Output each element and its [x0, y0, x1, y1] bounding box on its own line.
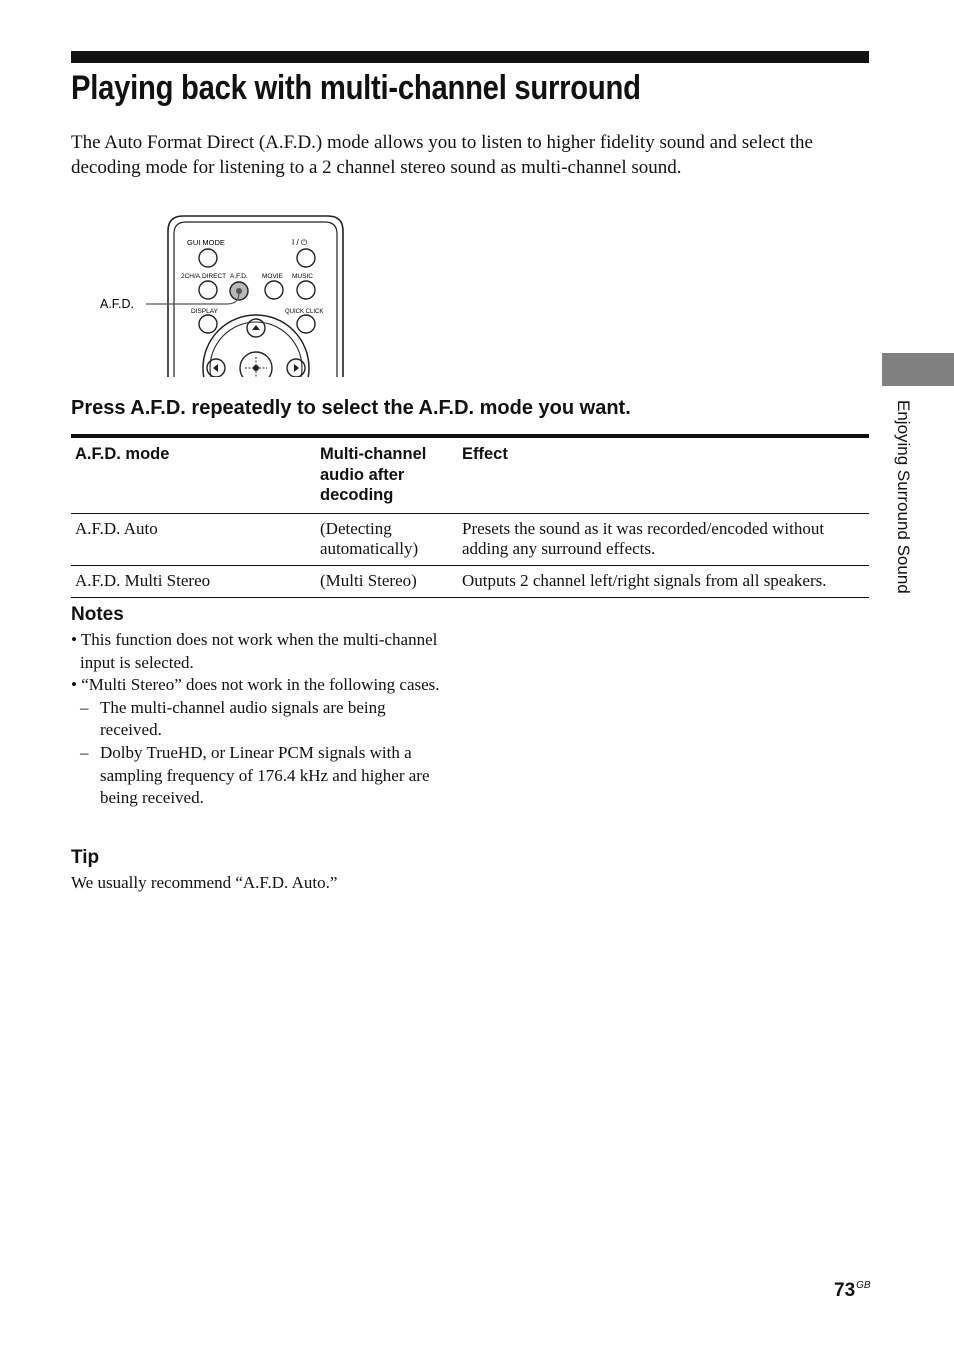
table-header-row: [71, 438, 869, 514]
page-number: [834, 1280, 871, 1302]
page-title: Playing back with multi-channel surround: [71, 69, 641, 107]
header-audio-after-decoding: Multi-channel audio after decoding: [320, 445, 427, 504]
arrow-left-icon: [213, 364, 218, 372]
quick-click-label: QUICK CLICK: [285, 309, 324, 315]
cell-audio: (Detecting automatically): [320, 518, 419, 558]
movie-label: MOVIE: [262, 273, 283, 280]
gui-mode-label: GUI MODE: [187, 238, 225, 247]
note-case-text: Dolby TrueHD, or Linear PCM signals with a sampling frequency of 176.4 kHz and higher are being received.: [100, 742, 430, 808]
afd-mode-table: [71, 434, 869, 598]
music-button: [297, 281, 315, 299]
cell-mode: A.F.D. Multi Stereo: [75, 570, 211, 590]
page-number-value: 73: [834, 1280, 856, 1301]
table-row: [71, 514, 869, 565]
direct-label: 2CH/A.DIRECT: [181, 273, 227, 280]
cell-effect: Outputs 2 channel left/right signals from all speakers.: [462, 570, 827, 590]
dash-icon: –: [80, 742, 89, 762]
cell-audio: (Multi Stereo): [320, 570, 417, 590]
gui-mode-button: [199, 249, 217, 267]
enter-dot-icon: [253, 365, 259, 371]
step-instruction: Press A.F.D. repeatedly to select the A.F.D. mode you want.: [71, 397, 631, 419]
note-item: • This function does not work when the multi-channel input is selected.: [71, 630, 438, 672]
cell-effect: Presets the sound as it was recorded/encoded without adding any surround effects.: [462, 518, 825, 558]
header-effect: Effect: [462, 445, 508, 463]
title-rule: [71, 51, 869, 63]
cell-mode: A.F.D. Auto: [75, 518, 158, 538]
afd-label: A.F.D.: [230, 273, 248, 280]
music-label: MUSIC: [292, 273, 313, 280]
intro-paragraph: The Auto Format Direct (A.F.D.) mode allows you to listen to higher fidelity sound and select the decoding mode for listening to a 2 channel stereo sound as multi-channel sound.: [71, 132, 813, 178]
table-row: [71, 565, 869, 597]
note-case-text: The multi-channel audio signals are being received.: [100, 697, 386, 740]
tip-heading: Tip: [71, 847, 100, 868]
display-button: [199, 315, 217, 333]
section-side-label: Enjoying Surround Sound: [894, 400, 913, 594]
movie-button: [265, 281, 283, 299]
dash-icon: –: [80, 697, 89, 717]
power-button: [297, 249, 315, 267]
note-text: This function does not work when the multi-channel input is selected.: [80, 630, 438, 672]
arrow-up-icon: [252, 325, 260, 330]
power-label: I / ⏻: [292, 238, 308, 247]
note-text: “Multi Stereo” does not work in the following cases.: [81, 675, 440, 695]
notes-heading: Notes: [71, 604, 124, 625]
arrow-right-icon: [294, 364, 299, 372]
afd-callout-label: A.F.D.: [100, 297, 135, 311]
direct-button: [199, 281, 217, 299]
page-number-suffix: GB: [856, 1280, 871, 1291]
display-label: DISPLAY: [191, 308, 218, 315]
notes-list: [71, 629, 451, 810]
note-item: • “Multi Stereo” does not work in the following cases.: [71, 675, 440, 695]
note-case-item: [71, 697, 451, 742]
remote-illustration: [95, 205, 355, 377]
header-afd-mode: A.F.D. mode: [75, 445, 170, 463]
quick-click-button: [297, 315, 315, 333]
tip-text: We usually recommend “A.F.D. Auto.”: [71, 873, 338, 892]
section-tab-marker: [882, 353, 954, 386]
afd-callout-line: [146, 293, 239, 304]
note-case-item: [71, 742, 451, 810]
